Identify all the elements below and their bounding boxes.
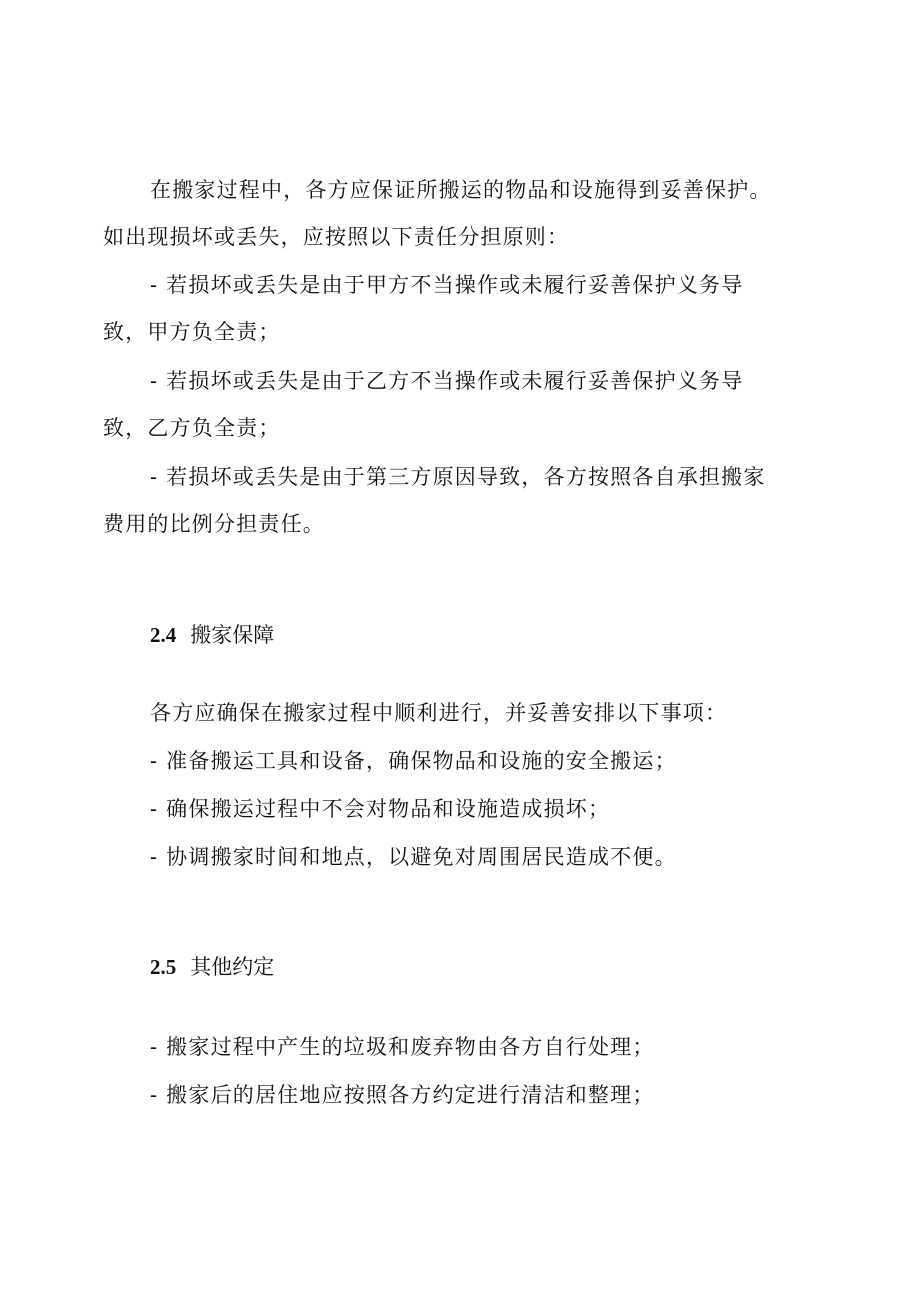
paragraph-line: 各方应确保在搬家过程中顺利进行，并妥善安排以下事项： — [150, 701, 728, 725]
section-title: 其他约定 — [190, 955, 275, 979]
list-item: - 若损坏或丢失是由于乙方不当操作或未履行妥善保护义务导 — [150, 369, 744, 393]
section-heading-2-5 — [150, 952, 274, 982]
section-number: 2.5 — [150, 955, 177, 979]
list-item: - 准备搬运工具和设备，确保物品和设施的安全搬运； — [150, 749, 677, 773]
section-number: 2.4 — [150, 623, 177, 647]
section-heading-2-4 — [150, 620, 274, 650]
list-item: - 确保搬运过程中不会对物品和设施造成损坏； — [150, 797, 611, 821]
section-title: 搬家保障 — [190, 623, 275, 647]
list-item: - 若损坏或丢失是由于甲方不当操作或未履行妥善保护义务导 — [150, 273, 744, 297]
list-item-continuation: 致，乙方负全责； — [103, 416, 281, 440]
paragraph-line: 如出现损坏或丢失，应按照以下责任分担原则： — [103, 225, 570, 249]
list-item: - 若损坏或丢失是由于第三方原因导致，各方按照各自承担搬家 — [150, 465, 766, 489]
list-item-continuation: 致，甲方负全责； — [103, 320, 281, 344]
list-item-continuation: 费用的比例分担责任。 — [103, 512, 325, 536]
paragraph-line: 在搬家过程中，各方应保证所搬运的物品和设施得到妥善保护。 — [150, 178, 772, 202]
list-item: - 搬家后的居住地应按照各方约定进行清洁和整理； — [150, 1083, 655, 1107]
list-item: - 协调搬家时间和地点，以避免对周围居民造成不便。 — [150, 845, 677, 869]
list-item: - 搬家过程中产生的垃圾和废弃物由各方自行处理； — [150, 1035, 655, 1059]
